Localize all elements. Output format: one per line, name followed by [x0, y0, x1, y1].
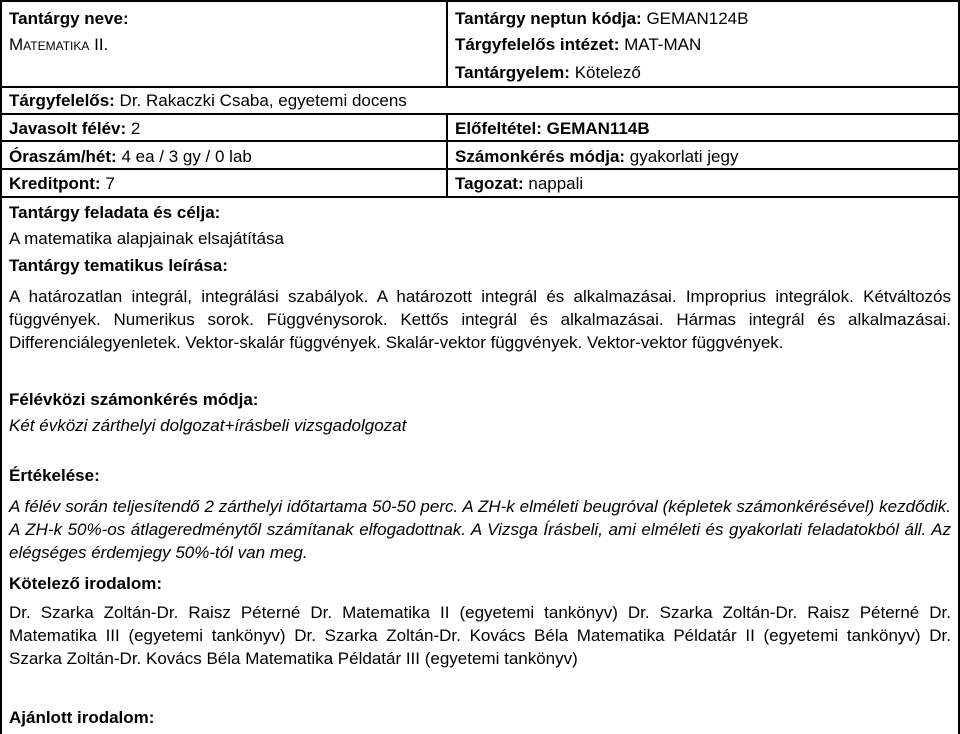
recommended-literature-label: Ajánlott irodalom: — [9, 708, 155, 727]
neptun-code-label: Tantárgy neptun kódja: — [455, 9, 642, 28]
weekly-hours-value: 4 ea / 3 gy / 0 lab — [121, 147, 252, 166]
divider-row-4 — [0, 168, 960, 170]
required-literature-text: Dr. Szarka Zoltán-Dr. Raisz Péterné Dr. Matematika II (egyetemi tankönyv) Dr. Szarka Zoltán-Dr. Raisz Péterné Dr. Matematika III (egyetemi tankönyv) Dr. Szarka Zoltán-Dr. Kovács Béla Matematika Példatár II (egyetemi tankönyv) Dr. Szarka Zoltán-Dr. Kovács Béla Matematika Példatár III (egyetemi tankönyv) — [9, 603, 951, 668]
responsible-institute — [455, 35, 701, 55]
subject-name-label: Tantárgy neve: — [9, 9, 129, 28]
responsible-person-value: Dr. Rakaczki Csaba, egyetemi docens — [119, 91, 407, 110]
prerequisite-label: Előfeltétel: — [455, 119, 542, 138]
exam-type-value: gyakorlati jegy — [629, 147, 739, 166]
border-left — [0, 0, 2, 734]
divider-row-1 — [0, 86, 960, 88]
prerequisite — [455, 119, 650, 139]
recommended-semester — [9, 119, 140, 139]
neptun-code-value: GEMAN124B — [646, 9, 749, 28]
goal-text: A matematika alapjainak elsajátítása — [9, 229, 284, 248]
weekly-hours — [9, 147, 252, 167]
subject-element-value: Kötelező — [574, 63, 641, 82]
midterm-label: Félévközi számonkérés módja: — [9, 390, 259, 409]
required-literature-heading — [9, 574, 162, 594]
divider-row-3 — [0, 140, 960, 142]
credit-points-label: Kreditpont: — [9, 174, 101, 193]
exam-type — [455, 147, 738, 167]
division — [455, 174, 583, 194]
evaluation-heading — [9, 466, 100, 486]
weekly-hours-label: Óraszám/hét: — [9, 147, 117, 166]
credit-points-value: 7 — [105, 174, 115, 193]
goal-label: Tantárgy feladata és célja: — [9, 203, 221, 222]
required-literature-label: Kötelező irodalom: — [9, 574, 163, 593]
evaluation-label: Értékelése: — [9, 466, 100, 485]
subject-element — [455, 63, 641, 83]
division-value: nappali — [528, 174, 584, 193]
subject-name-value: Matematika II. — [9, 35, 109, 54]
prerequisite-value: GEMAN114B — [546, 119, 650, 138]
recommended-semester-value: 2 — [130, 119, 141, 138]
responsible-institute-value: MAT-MAN — [624, 35, 702, 54]
topics-heading — [9, 256, 228, 276]
goal-heading — [9, 203, 220, 223]
recommended-semester-label: Javasolt félév: — [9, 119, 127, 138]
divider-row-5 — [0, 196, 960, 198]
evaluation-text: A félév során teljesítendő 2 zárthelyi időtartama 50-50 perc. A ZH-k elméleti beugróval (képletek számonkérésével) kezdődik. A ZH-k 50%-os átlageredménytől számítanak elfogadottnak. A Vizsga Írásbeli, ami elméleti és gyakorlati feladatokból áll. Az elégséges érdemjegy 50%-tól van meg. — [9, 497, 951, 562]
recommended-literature-heading — [9, 708, 154, 728]
topics-label: Tantárgy tematikus leírása: — [9, 256, 228, 275]
credit-points — [9, 174, 115, 194]
responsible-institute-label: Tárgyfelelős intézet: — [455, 35, 620, 54]
neptun-code — [455, 9, 748, 29]
border-top — [0, 0, 960, 2]
responsible-person-label: Tárgyfelelős: — [9, 91, 115, 110]
topics-text: A határozatlan integrál, integrálási szabályok. A határozott integrál és alkalmazásai. Improprius integrálok. Kétváltozós függvények. Numerikus sorok. Függvénysorok. Kettős integrál és alkalmazásai. Hármas integrál és alkalmazásai. Differenciálegyenletek. Vektor-skalár függvények. Skalár-vektor függvények. Vektor-vektor függvények. — [9, 287, 951, 352]
subject-name — [9, 9, 129, 29]
column-divider-middle — [446, 113, 448, 198]
midterm-heading — [9, 390, 258, 410]
midterm-text: Két évközi zárthelyi dolgozat+írásbeli vizsgadolgozat — [9, 416, 407, 435]
division-label: Tagozat: — [455, 174, 524, 193]
divider-row-2 — [0, 113, 960, 115]
column-divider-top — [446, 0, 448, 86]
subject-element-label: Tantárgyelem: — [455, 63, 570, 82]
exam-type-label: Számonkérés módja: — [455, 147, 626, 166]
responsible-person — [9, 91, 407, 111]
